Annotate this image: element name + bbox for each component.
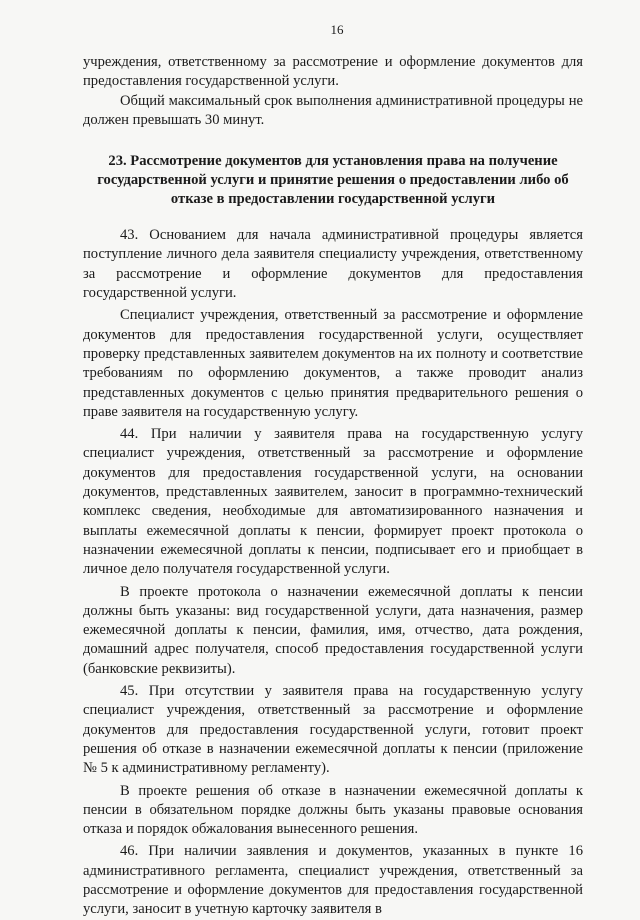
paragraph-45: 45. При отсутствии у заявителя права на государственную услугу специалист учреждения, ответственный за рассмотрение и оформление документов для предоставления государственной услуги, готовит проект решения об отказе в назначении ежемесячной доплаты к пенсии (приложение № 5 к административному регламенту).	[83, 683, 583, 777]
paragraph-44: 44. При наличии у заявителя права на государственную услугу специалист учреждения, ответственный за рассмотрение и оформление документов для предоставления государственной услуги, на основании документов, представленных заявителем, заносит в программно-технический комплекс сведения, необходимые для автоматизированного назначения и выплаты ежемесячной доплаты к пенсии, формирует проект протокола о назначении ежемесячной доплаты к пенсии, подписывает его и приобщает в личное дело получателя государственной услуги.	[83, 426, 583, 578]
page-number: 16	[330, 22, 344, 37]
paragraph-43: 43. Основанием для начала административной процедуры является поступление личного дела заявителя специалисту учреждения, ответственному за рассмотрение и оформление документов для предоставления государственной услуги.	[83, 227, 583, 302]
paragraph-protocol-contents: В проекте протокола о назначении ежемесячной доплаты к пенсии должны быть указаны: вид государственной услуги, дата назначения, размер ежемесячной доплаты к пенсии, фамилия, имя, отчество, дата рождения, домашний адрес получателя, способ предоставления государственной услуги (банковские реквизиты).	[83, 583, 583, 677]
paragraph-46: 46. При наличии заявления и документов, указанных в пункте 16 административного регламента, специалист учреждения, ответственный за рассмотрение и оформление документов для предоставления государственной услуги, заносит в учетную карточку заявителя в	[83, 843, 583, 918]
paragraph-refusal-contents: В проекте решения об отказе в назначении ежемесячной доплаты к пенсии в обязательном порядке должны быть указаны правовые основания отказа и порядок обжалования вынесенного решения.	[83, 782, 583, 838]
section-heading: 23. Рассмотрение документов для установления права на получение государственной услуги и принятие решения о предоставлении либо об отказе в предоставлении государственной услуги	[97, 153, 569, 208]
paragraph-specialist-check: Специалист учреждения, ответственный за рассмотрение и оформление документов для предоставления государственной услуги, осуществляет проверку представленных заявителем документов на их полноту и соответствие требованиям по оформлению документов, а также проводит анализ представленных документов с целью принятия предварительного решения о праве заявителя на государственную услугу.	[83, 307, 583, 420]
paragraph-continued: учреждения, ответственному за рассмотрение и оформление документов для предоставления государственной услуги.	[83, 54, 583, 90]
paragraph-time-limit: Общий максимальный срок выполнения административной процедуры не должен превышать 30 минут.	[83, 92, 583, 128]
